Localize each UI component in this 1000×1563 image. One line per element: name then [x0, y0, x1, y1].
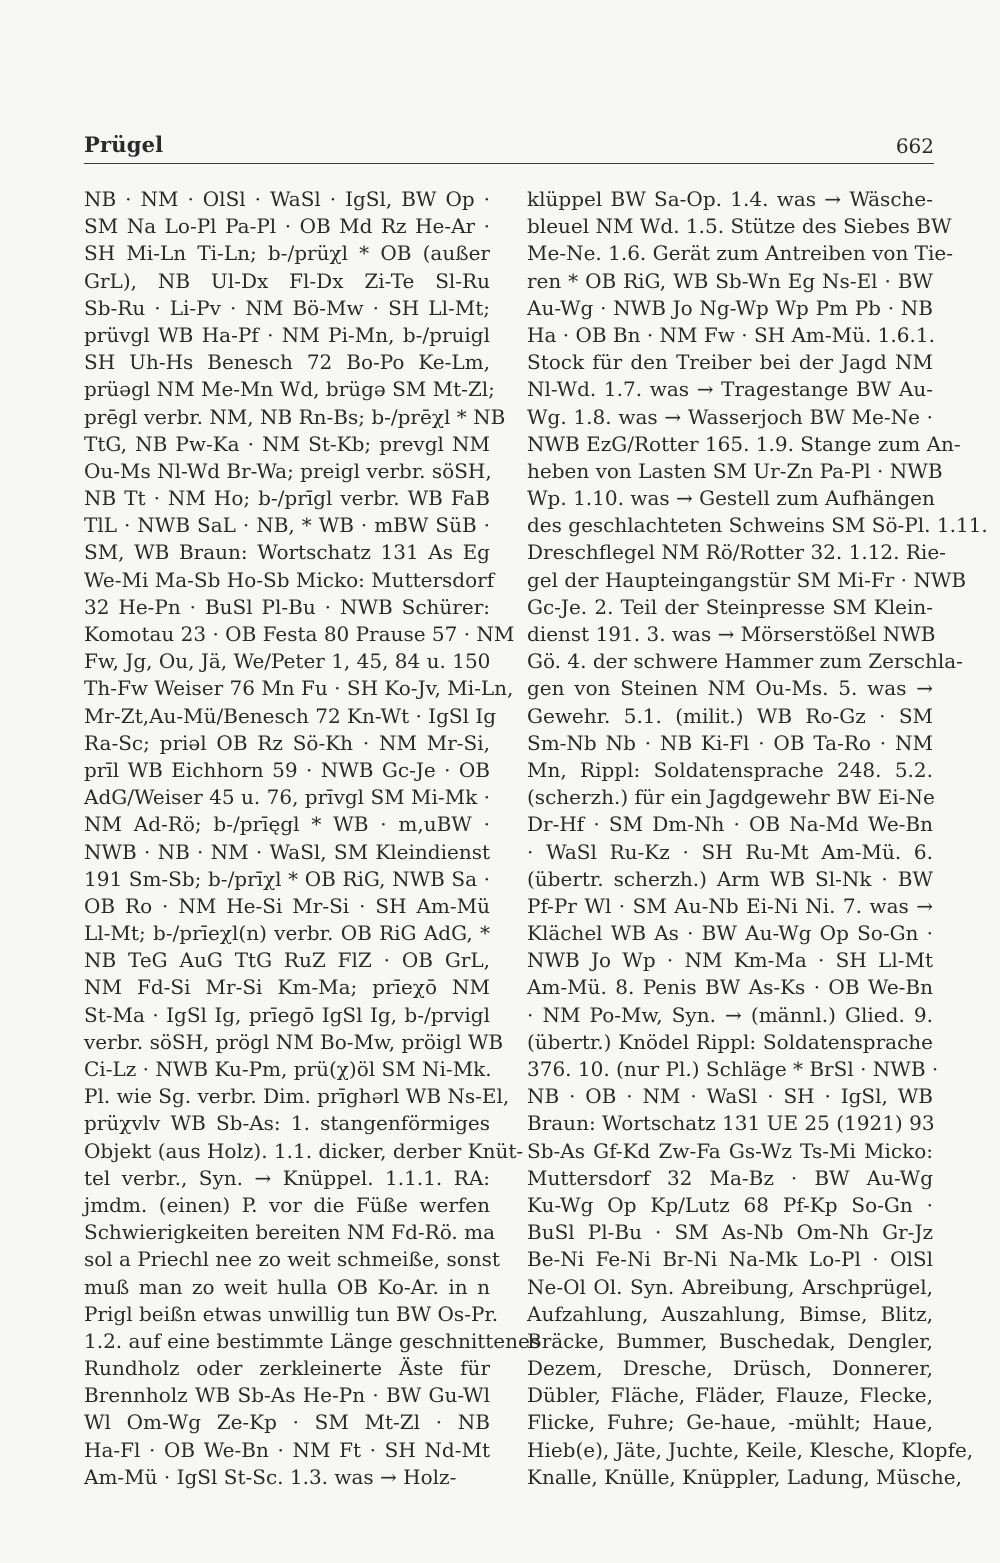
- text-line: Me-Ne. 1.6. Gerät zum Antreiben von Tie-: [527, 241, 954, 266]
- text-line: Klächel WB As · BW Au-Wg Op So-Gn ·: [527, 921, 933, 946]
- text-line: verbr. söSH, prögl NM Bo-Mw, pröigl WB: [84, 1029, 504, 1054]
- text-line: NB · NM · OlSl · WaSl · IgSl, BW Op ·: [84, 187, 490, 211]
- text-line: · WaSl Ru-Kz · SH Ru-Mt Am-Mü. 6.: [527, 839, 933, 864]
- text-line: prüvgl WB Ha-Pf · NM Pi-Mn, b-/pruigl: [84, 322, 490, 347]
- text-line: Ku-Wg Op Kp/Lutz 68 Pf-Kp So-Gn ·: [527, 1192, 933, 1217]
- text-line: · NM Po-Mw, Syn. → (männl.) Glied. 9.: [527, 1002, 933, 1027]
- text-line: Gewehr. 5.1. (milit.) WB Ro-Gz · SM: [527, 703, 933, 728]
- text-line: 191 Sm-Sb; b-/prīχl * OB RiG, NWB Sa ·: [84, 866, 490, 891]
- text-line: Sb-As Gf-Kd Zw-Fa Gs-Wz Ts-Mi Micko:: [527, 1138, 933, 1163]
- text-line: gel der Haupteingangstür SM Mi-Fr · NWB: [527, 567, 967, 592]
- text-line: Dezem, Dresche, Drüsch, Donnerer,: [527, 1356, 933, 1381]
- text-line: gen von Steinen NM Ou-Ms. 5. was →: [527, 676, 933, 701]
- text-line: NB TeG AuG TtG RuZ FlZ · OB GrL,: [84, 948, 490, 973]
- text-line: NB Tt · NM Ho; b-/prīgl verbr. WB FaB: [84, 486, 490, 511]
- text-line: TlL · NWB SaL · NB, * WB · mBW SüB ·: [84, 513, 490, 538]
- text-line: We-Mi Ma-Sb Ho-Sb Micko: Muttersdorf: [84, 567, 495, 592]
- left-column: [84, 186, 541, 1491]
- text-line: NM Ad-Rö; b-/prīęgl * WB · m,uBW ·: [84, 812, 490, 837]
- header-rule: [84, 163, 934, 164]
- text-line: OB Ro · NM He-Si Mr-Si · SH Am-Mü: [84, 893, 490, 918]
- text-line: Wp. 1.10. was → Gestell zum Aufhängen: [527, 486, 935, 511]
- text-line: Pf-Pr Wl · SM Au-Nb Ei-Ni Ni. 7. was →: [527, 893, 933, 918]
- text-line: GrL), NB Ul-Dx Fl-Dx Zi-Te Sl-Ru: [84, 268, 490, 293]
- text-line: Braun: Wortschatz 131 UE 25 (1921) 93: [527, 1111, 935, 1136]
- text-line: Mr-Zt,Au-Mü/Benesch 72 Kn-Wt · IgSl Ig: [84, 703, 497, 728]
- text-line: Ou-Ms Nl-Wd Br-Wa; preigl verbr. söSH,: [84, 458, 492, 483]
- text-line: St-Ma · IgSl Ig, prīegō IgSl Ig, b-/prvigl: [84, 1002, 490, 1027]
- text-line: NWB Jo Wp · NM Km-Ma · SH Ll-Mt: [527, 948, 933, 973]
- text-line: Prigl beißn etwas unwillig tun BW Os-Pr.: [84, 1301, 499, 1326]
- text-line: Knalle, Knülle, Knüppler, Ladung, Müsche,: [527, 1464, 962, 1489]
- text-line: Ra-Sc; priəl OB Rz Sö-Kh · NM Mr-Si,: [84, 730, 490, 755]
- text-line: SH Uh-Hs Benesch 72 Bo-Po Ke-Lm,: [84, 350, 490, 375]
- text-line: Gc-Je. 2. Teil der Steinpresse SM Klein-: [527, 594, 933, 619]
- text-line: prīl WB Eichhorn 59 · NWB Gc-Je · OB: [84, 757, 490, 782]
- text-line: NM Fd-Si Mr-Si Km-Ma; prīeχō NM: [84, 975, 490, 1000]
- text-line: Pl. wie Sg. verbr. Dim. prīghərl WB Ns-El,: [84, 1084, 510, 1109]
- text-line: NWB EzG/Rotter 165. 1.9. Stange zum An-: [527, 431, 961, 456]
- text-line: Ha-Fl · OB We-Bn · NM Ft · SH Nd-Mt: [84, 1437, 490, 1462]
- text-line: SM Na Lo-Pl Pa-Pl · OB Md Rz He-Ar ·: [84, 214, 490, 239]
- text-line: Wl Om-Wg Ze-Kp · SM Mt-Zl · NB: [84, 1410, 490, 1435]
- text-line: SM, WB Braun: Wortschatz 131 As Eg: [84, 540, 490, 565]
- page-number: 662: [895, 134, 934, 158]
- text-line: Sm-Nb Nb · NB Ki-Fl · OB Ta-Ro · NM: [527, 730, 933, 755]
- text-line: Brennholz WB Sb-As He-Pn · BW Gu-Wl: [84, 1383, 490, 1408]
- text-line: Stock für den Treiber bei der Jagd NM: [527, 350, 933, 375]
- text-line: Rundholz oder zerkleinerte Äste für: [84, 1356, 490, 1381]
- text-line: Dreschflegel NM Rö/Rotter 32. 1.12. Rie-: [527, 540, 946, 565]
- text-line: BuSl Pl-Bu · SM As-Nb Om-Nh Gr-Jz: [527, 1220, 933, 1245]
- text-line: Ne-Ol Ol. Syn. Abreibung, Arschprügel,: [527, 1274, 933, 1299]
- text-line: des geschlachteten Schweins SM Sö-Pl. 1.11.: [527, 513, 988, 538]
- right-column: [527, 186, 988, 1491]
- text-line: (übertr. scherzh.) Arm WB Sl-Nk · BW: [527, 866, 933, 891]
- text-line: jmdm. (einen) P. vor die Füße werfen: [84, 1192, 490, 1217]
- text-line: Aufzahlung, Auszahlung, Bimse, Blitz,: [527, 1301, 933, 1326]
- page-title: Prügel: [84, 132, 164, 157]
- text-line: prēgl verbr. NM, NB Rn-Bs; b-/prēχl * NB: [84, 404, 506, 429]
- text-line: heben von Lasten SM Ur-Zn Pa-Pl · NWB: [527, 458, 943, 483]
- text-line: Am-Mü. 8. Penis BW As-Ks · OB We-Bn: [527, 975, 933, 1000]
- text-line: Gö. 4. der schwere Hammer zum Zerschla-: [527, 649, 963, 674]
- text-line: Nl-Wd. 1.7. was → Tragestange BW Au-: [527, 377, 933, 402]
- text-line: Au-Wg · NWB Jo Ng-Wp Wp Pm Pb · NB: [527, 295, 933, 320]
- text-line: SH Mi-Ln Ti-Ln; b-/prüχl * OB (außer: [84, 241, 490, 266]
- text-line: Am-Mü · IgSl St-Sc. 1.3. was → Holz-: [84, 1464, 457, 1489]
- text-line: Be-Ni Fe-Ni Br-Ni Na-Mk Lo-Pl · OlSl: [527, 1247, 933, 1272]
- text-line: prüχvlv WB Sb-As: 1. stangenförmiges: [84, 1111, 490, 1136]
- text-line: klüppel BW Sa-Op. 1.4. was → Wäsche-: [527, 187, 933, 211]
- text-line: Schwierigkeiten bereiten NM Fd-Rö. ma: [84, 1220, 496, 1245]
- text-line: sol a Priechl nee zo weit schmeiße, sonst: [84, 1247, 500, 1272]
- text-line: Bräcke, Bummer, Buschedak, Dengler,: [527, 1328, 933, 1353]
- text-line: bleuel NM Wd. 1.5. Stütze des Siebes BW: [527, 214, 952, 239]
- text-line: 1.2. auf eine bestimmte Länge geschnittenes: [84, 1328, 541, 1353]
- text-line: NB · OB · NM · WaSl · SH · IgSl, WB: [527, 1084, 933, 1109]
- text-line: muß man zo weit hulla OB Ko-Ar. in n: [84, 1274, 490, 1299]
- text-line: (scherzh.) für ein Jagdgewehr BW Ei-Ne: [527, 785, 935, 810]
- text-line: Muttersdorf 32 Ma-Bz · BW Au-Wg: [527, 1165, 933, 1190]
- text-line: Dr-Hf · SM Dm-Nh · OB Na-Md We-Bn: [527, 812, 933, 837]
- text-line: 32 He-Pn · BuSl Pl-Bu · NWB Schürer:: [84, 594, 490, 619]
- text-line: AdG/Weiser 45 u. 76, prīvgl SM Mi-Mk ·: [84, 785, 490, 810]
- text-line: Mn, Rippl: Soldatensprache 248. 5.2.: [527, 757, 933, 782]
- text-line: Komotau 23 · OB Festa 80 Prause 57 · NM: [84, 622, 515, 646]
- text-line: Ll-Mt; b-/prīeχl(n) verbr. OB RiG AdG, *: [84, 921, 490, 946]
- text-line: Hieb(e), Jäte, Juchte, Keile, Klesche, Klopfe,: [527, 1437, 974, 1462]
- text-line: tel verbr., Syn. → Knüppel. 1.1.1. RA:: [84, 1165, 490, 1190]
- text-line: dienst 191. 3. was → Mörserstößel NWB: [527, 622, 936, 646]
- text-line: Flicke, Fuhre; Ge-haue, -mühlt; Haue,: [527, 1410, 933, 1435]
- text-line: Dübler, Fläche, Fläder, Flauze, Flecke,: [527, 1383, 933, 1408]
- text-line: ren * OB RiG, WB Sb-Wn Eg Ns-El · BW: [527, 268, 933, 293]
- text-line: Ha · OB Bn · NM Fw · SH Am-Mü. 1.6.1.: [527, 322, 935, 347]
- text-line: Objekt (aus Holz). 1.1. dicker, derber Knüt-: [84, 1138, 524, 1163]
- text-line: Wg. 1.8. was → Wasserjoch BW Me-Ne ·: [527, 404, 933, 429]
- text-line: (übertr.) Knödel Rippl: Soldatensprache: [527, 1029, 933, 1054]
- text-line: prüəgl NM Me-Mn Wd, brügə SM Mt-Zl;: [84, 377, 495, 402]
- text-line: Th-Fw Weiser 76 Mn Fu · SH Ko-Jv, Mi-Ln,: [84, 676, 514, 701]
- text-line: Ci-Lz · NWB Ku-Pm, prü(χ)öl SM Ni-Mk.: [84, 1057, 492, 1081]
- text-line: Fw, Jg, Ou, Jä, We/Peter 1, 45, 84 u. 150: [84, 649, 491, 674]
- text-line: NWB · NB · NM · WaSl, SM Kleindienst: [84, 839, 490, 864]
- text-line: TtG, NB Pw-Ka · NM St-Kb; prevgl NM: [84, 431, 490, 456]
- text-line: Sb-Ru · Li-Pv · NM Bö-Mw · SH Ll-Mt;: [84, 295, 490, 320]
- text-line: 376. 10. (nur Pl.) Schläge * BrSl · NWB ·: [527, 1057, 939, 1081]
